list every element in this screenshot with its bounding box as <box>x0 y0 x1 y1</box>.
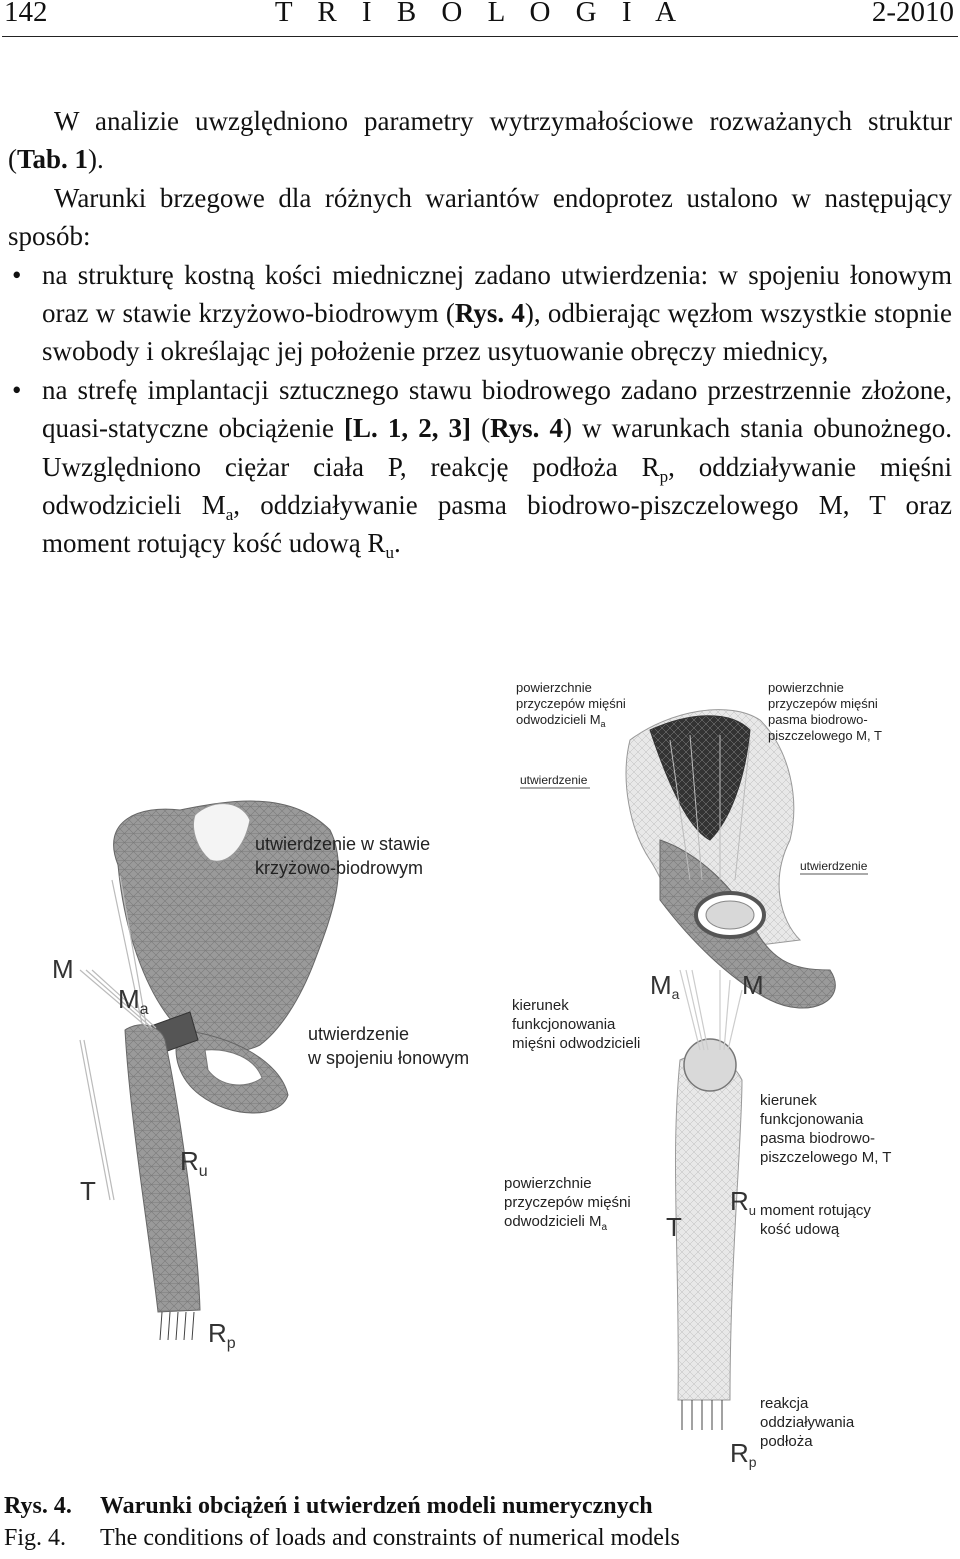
paragraph-1: W analizie uwzględniono parametry wytrzymałościowe rozważanych struktur (Tab. 1). <box>8 106 952 175</box>
issue-number: 2-2010 <box>871 0 954 28</box>
rotation-moment-label: moment rotujący kość udową <box>760 1202 871 1238</box>
fixation-label-right: utwierdzenie <box>800 859 868 873</box>
upper-right-model <box>516 680 882 1008</box>
left-model <box>52 801 469 1352</box>
top-right-attachment-label: powierzchnie przyczepów mięśni pasma biodrowo- piszczelowego M, T <box>768 680 882 743</box>
figure-caption <box>4 1490 680 1554</box>
muscle-label-Ma-2: Ma <box>650 970 680 1002</box>
figure-ref: Rys. 4 <box>454 298 525 329</box>
bullet-list <box>8 256 952 563</box>
journal-title: T R I B O L O G I A <box>274 0 686 28</box>
pubic-fixation-label: utwierdzenie w spojeniu łonowym <box>308 1024 470 1068</box>
figure-ref: Rys. 4 <box>490 413 564 444</box>
sacroiliac-fixation-label: utwierdzenie w stawie krzyżowo-biodrowym <box>255 834 431 878</box>
bullet-item-2: • na strefę implantacji sztucznego stawu biodrowego zadano przestrzennie złożone, quasi-statyczne obciążenie [L. 1, 2, 3] (Rys. 4) w warunkach stania obunożnego. Uwzględniono ciężar ciała P, reakcję podłoża $R_p$, oddziaływanie mięśni odwodzicieli $M_a$, oddziaływanie pasma biodrowo-piszczelowego M, T oraz moment rotujący kość udową $R_u$. <box>8 371 952 563</box>
paragraph-2: Warunki brzegowe dla różnych wariantów endoprotez ustalono w następujący sposób: <box>8 182 952 252</box>
caption-english: Fig. 4. The conditions of loads and constraints of numerical models <box>4 1525 680 1551</box>
bullet-item-1: • na strukturę kostną kości miednicznej zadano utwierdzenia: w spojeniu łonowym oraz w stawie krzyżowo-biodrowym (Rys. 4), odbierając węzłom wszystkie stopnie swobody i określając jej położenie przez usytuowanie obręczy miednicy, <box>8 256 952 371</box>
fixation-label-top: utwierdzenie <box>520 773 588 787</box>
rotation-label-Ru-2: Ru <box>730 1186 757 1218</box>
lower-right-model <box>504 970 891 1470</box>
fem-models-illustration <box>30 640 930 1480</box>
top-left-attachment-label: powierzchnie przyczepów mięśni odwodzicieli $M_a$ <box>516 680 626 729</box>
figure-4 <box>30 640 930 1480</box>
bullet-icon: • <box>12 374 22 405</box>
table-ref: Tab. 1 <box>17 144 89 175</box>
ground-reaction-label: reakcja oddziaływania podłoża <box>760 1395 855 1450</box>
running-header <box>0 0 960 36</box>
reaction-label-Rp-2: Rp <box>730 1438 757 1470</box>
rotation-label-Ru: $R_u$ <box>180 1146 208 1180</box>
band-label-T-2: T <box>666 1212 682 1242</box>
band-label-T: T <box>80 1176 96 1206</box>
page-number: 142 <box>4 0 48 28</box>
bottom-attachment-label: powierzchnie przyczepów mięśni odwodzicieli $M_a$ <box>504 1175 631 1233</box>
muscle-label-M: M <box>52 954 74 984</box>
literature-ref: [L. 1, 2, 3] <box>344 413 472 444</box>
abductor-direction-label: kierunek funkcjonowania mięśni odwodzicieli <box>512 997 641 1052</box>
bullet-icon: • <box>12 259 22 290</box>
reaction-label-Rp: $R_p$ <box>208 1318 236 1352</box>
muscle-label-Ma: $M_a$ <box>118 984 149 1018</box>
muscle-label-M-2: M <box>742 970 764 1000</box>
header-rule <box>2 36 958 37</box>
body-text <box>8 102 952 563</box>
band-direction-label: kierunek funkcjonowania pasma biodrowo- piszczelowego M, T <box>760 1092 892 1166</box>
caption-polish: Rys. 4. Warunki obciążeń i utwierdzeń modeli numerycznych <box>4 1493 653 1519</box>
